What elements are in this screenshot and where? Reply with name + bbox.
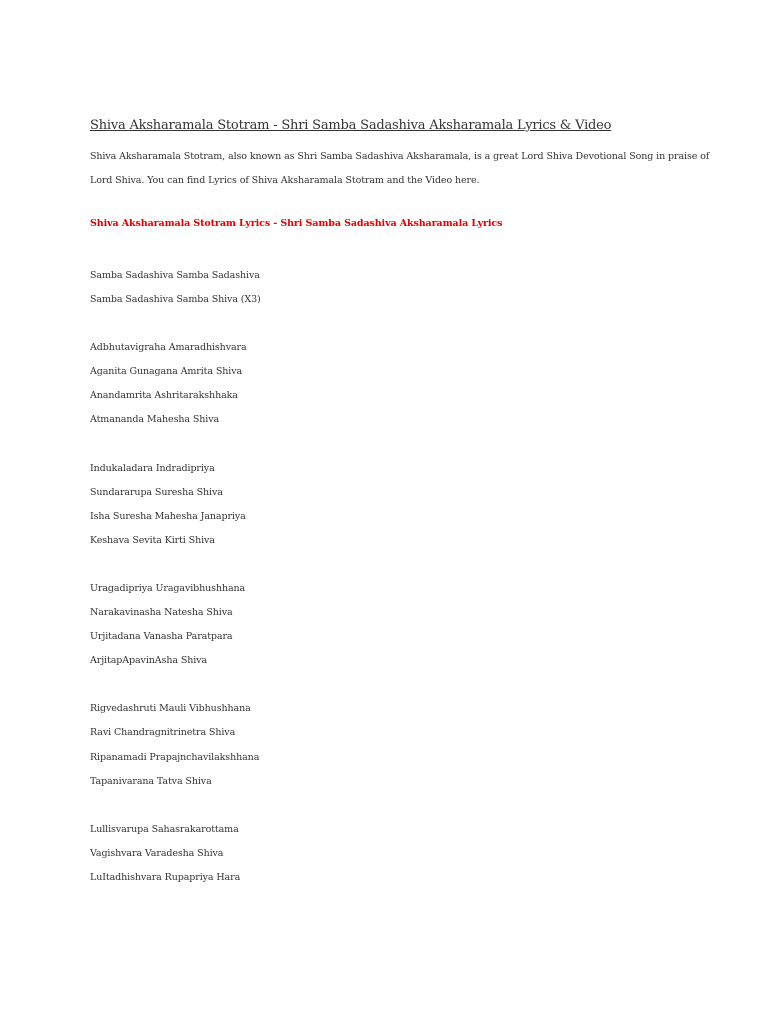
lyric-line: Adbhutavigraha Amaradhishvara [90, 342, 247, 354]
lyric-line: Anandamrita Ashritarakshhaka [90, 390, 238, 402]
lyric-line: Ravi Chandragnitrinetra Shiva [90, 727, 236, 739]
stanza [90, 818, 690, 890]
lyric-line: Indukaladara Indradipriya [90, 462, 215, 474]
stanza [90, 577, 690, 673]
intro-line: Lord Shiva. You can find Lyrics of Shiva Aksharamala Stotram and the Video here. [90, 175, 480, 186]
lyrics-body [90, 264, 690, 914]
lyric-line: Narakavinasha Natesha Shiva [90, 607, 233, 619]
lyric-line: ArjitapApavinAsha Shiva [90, 655, 208, 667]
lyric-line: Uragadipriya Uragavibhushhana [90, 582, 246, 594]
intro-paragraph [90, 145, 710, 193]
stanza [90, 457, 690, 553]
lyric-line: Rigvedashruti Mauli Vibhushhana [90, 703, 251, 715]
lyric-line: Samba Sadashiva Samba Shiva (X3) [90, 294, 261, 306]
lyric-line: Keshava Sevita Kirti Shiva [90, 534, 215, 546]
stanza [90, 264, 690, 312]
intro-line: Shiva Aksharamala Stotram, also known as Shri Samba Sadashiva Aksharamala, is a great Lord Shiva Devotional Song in praise of [90, 151, 710, 162]
page-title[interactable]: Shiva Aksharamala Stotram - Shri Samba Sadashiva Aksharamala Lyrics & Video [90, 118, 612, 133]
lyric-line: Sundararupa Suresha Shiva [90, 486, 223, 498]
lyric-line: Ripanamadi Prapajnchavilakshhana [90, 751, 260, 763]
lyric-line: Urjitadana Vanasha Paratpara [90, 631, 233, 643]
lyric-line: Vagishvara Varadesha Shiva [90, 847, 224, 859]
lyric-line: Tapanivarana Tatva Shiva [90, 775, 212, 787]
lyric-line: LuItadhishvara Rupapriya Hara [90, 871, 241, 883]
lyric-line: Isha Suresha Mahesha Janapriya [90, 510, 246, 522]
stanza [90, 697, 690, 793]
stanza [90, 336, 690, 432]
lyric-line: Samba Sadashiva Samba Sadashiva [90, 270, 260, 281]
lyric-line: Aganita Gunagana Amrita Shiva [90, 366, 243, 378]
lyric-line: Lullisvarupa Sahasrakarottama [90, 823, 239, 835]
lyrics-subheading: Shiva Aksharamala Stotram Lyrics - Shri Samba Sadashiva Aksharamala Lyrics [90, 218, 503, 229]
lyric-line: Atmananda Mahesha Shiva [90, 414, 220, 426]
